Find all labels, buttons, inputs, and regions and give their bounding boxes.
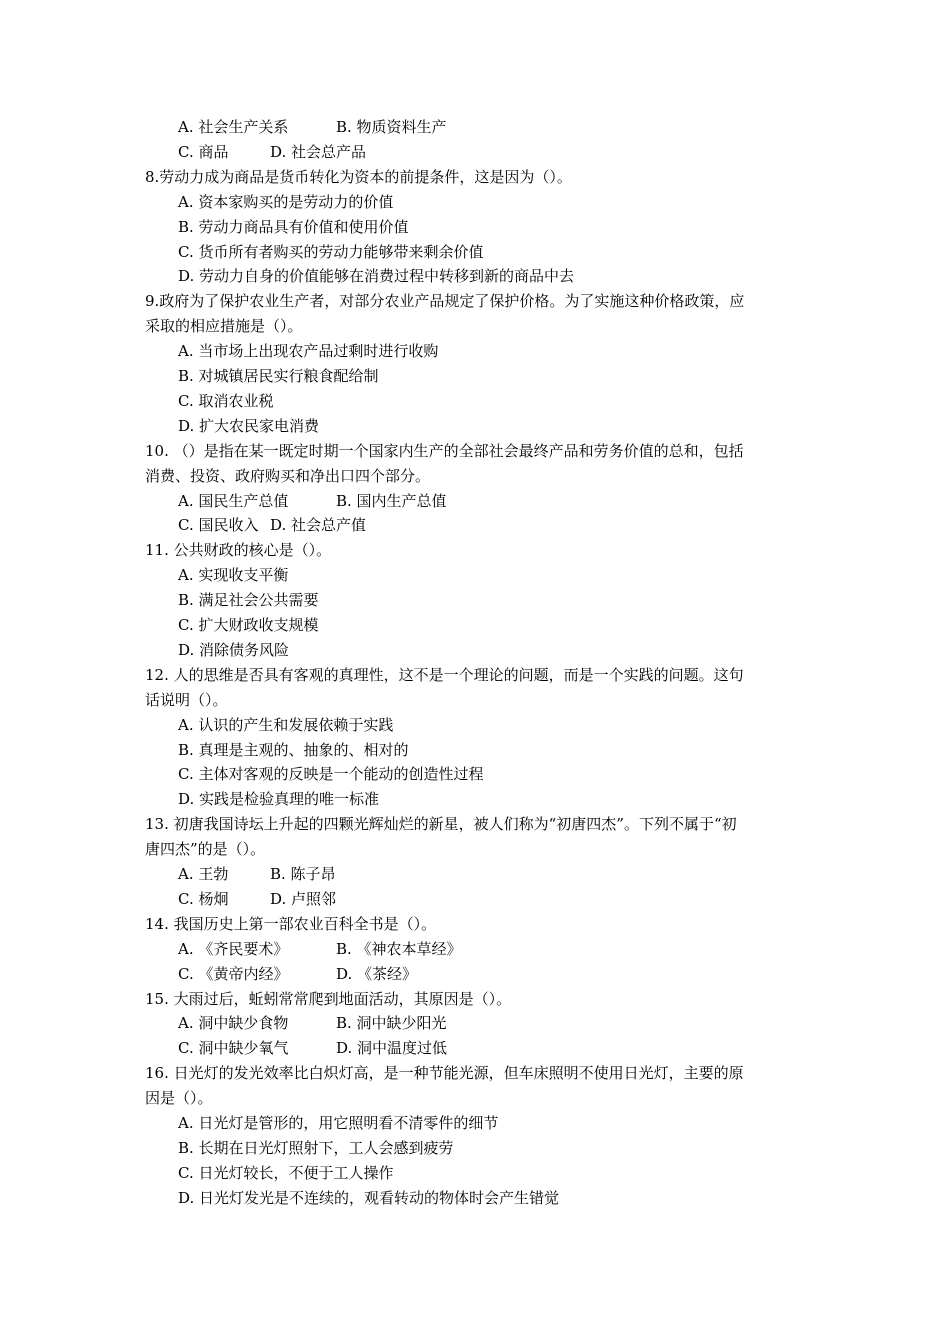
question-text: 16. 日光灯的发光效率比白炽灯高，是一种节能光源，但车床照明不使用日光灯，主要的原 xyxy=(145,1064,744,1082)
option-text: A. 实现收支平衡 xyxy=(178,566,289,584)
option-row xyxy=(178,1036,447,1061)
option-text: D. 扩大农民家电消费 xyxy=(178,417,320,435)
option-text: D. 劳动力自身的价值能够在消费过程中转移到新的商品中去 xyxy=(178,267,575,285)
question-text: 采取的相应措施是（）。 xyxy=(145,317,303,335)
option-text: C. 《黄帝内经》 xyxy=(178,965,289,983)
option-text: C. 货币所有者购买的劳动力能够带来剩余价值 xyxy=(178,243,484,261)
option-text: D. 消除债务风险 xyxy=(178,641,290,659)
option-text: A. 日光灯是管形的，用它照明看不清零件的细节 xyxy=(178,1114,499,1132)
question-text: 9.政府为了保护农业生产者，对部分农业产品规定了保护价格。为了实施这种价格政策，应 xyxy=(145,292,745,310)
option-row xyxy=(178,862,336,887)
option-row xyxy=(178,115,447,140)
option-text: A. 社会生产关系 xyxy=(178,118,289,136)
option-text: C. 国民收入 xyxy=(178,516,259,534)
option-text: D. 洞中温度过低 xyxy=(336,1039,448,1057)
question-text: 唐四杰”的是（）。 xyxy=(145,840,266,858)
option-text: B. 陈子昂 xyxy=(270,865,336,883)
option-text: C. 商品 xyxy=(178,143,229,161)
question-text: 14. 我国历史上第一部农业百科全书是（）。 xyxy=(145,915,437,933)
option-text: C. 取消农业税 xyxy=(178,392,274,410)
option-row xyxy=(178,937,462,962)
option-text: B. 长期在日光灯照射下，工人会感到疲劳 xyxy=(178,1139,454,1157)
option-text: B. 《神农本草经》 xyxy=(336,940,462,958)
question-text: 10. （）是指在某一既定时期一个国家内生产的全部社会最终产品和劳务价值的总和，包括 xyxy=(145,442,744,460)
option-text: B. 洞中缺少阳光 xyxy=(336,1014,447,1032)
option-text: C. 主体对客观的反映是一个能动的创造性过程 xyxy=(178,765,484,783)
option-text: A. 国民生产总值 xyxy=(178,492,289,510)
option-row xyxy=(178,962,417,987)
option-row xyxy=(178,1011,447,1036)
question-text: 13. 初唐我国诗坛上升起的四颗光辉灿烂的新星，被人们称为“初唐四杰”。下列不属于“初 xyxy=(145,815,737,833)
question-text: 12. 人的思维是否具有客观的真理性，这不是一个理论的问题，而是一个实践的问题。这句 xyxy=(145,666,744,684)
option-text: A. 王勃 xyxy=(178,865,229,883)
option-text: A. 认识的产生和发展依赖于实践 xyxy=(178,716,394,734)
option-text: D. 日光灯发光是不连续的，观看转动的物体时会产生错觉 xyxy=(178,1189,560,1207)
option-text: D. 社会总产值 xyxy=(270,516,367,534)
option-text: C. 日光灯较长，不便于工人操作 xyxy=(178,1164,394,1182)
option-text: A. 当市场上出现农产品过剩时进行收购 xyxy=(178,342,439,360)
option-text: B. 国内生产总值 xyxy=(336,492,447,510)
question-text: 话说明（）。 xyxy=(145,691,228,709)
option-row xyxy=(178,887,336,912)
question-text: 11. 公共财政的核心是（）。 xyxy=(145,541,332,559)
option-text: C. 扩大财政收支规模 xyxy=(178,616,319,634)
option-row xyxy=(178,140,366,165)
option-text: A. 《齐民要术》 xyxy=(178,940,289,958)
option-text: B. 物质资料生产 xyxy=(336,118,447,136)
question-text: 15. 大雨过后，蚯蚓常常爬到地面活动，其原因是（）。 xyxy=(145,990,512,1008)
option-text: D. 卢照邻 xyxy=(270,890,337,908)
option-text: A. 资本家购买的是劳动力的价值 xyxy=(178,193,394,211)
option-row xyxy=(178,489,447,514)
option-text: C. 洞中缺少氧气 xyxy=(178,1039,289,1057)
question-text: 8.劳动力成为商品是货币转化为资本的前提条件，这是因为（）。 xyxy=(145,168,572,186)
question-text: 消费、投资、政府购买和净出口四个部分。 xyxy=(145,467,431,485)
question-text: 因是（）。 xyxy=(145,1089,213,1107)
option-row xyxy=(178,513,366,538)
option-text: A. 洞中缺少食物 xyxy=(178,1014,289,1032)
option-text: B. 劳动力商品具有价值和使用价值 xyxy=(178,218,409,236)
option-text: B. 满足社会公共需要 xyxy=(178,591,319,609)
option-text: B. 对城镇居民实行粮食配给制 xyxy=(178,367,379,385)
option-text: D. 《茶经》 xyxy=(336,965,418,983)
option-text: B. 真理是主观的、抽象的、相对的 xyxy=(178,741,409,759)
option-text: D. 社会总产品 xyxy=(270,143,367,161)
option-text: D. 实践是检验真理的唯一标准 xyxy=(178,790,380,808)
option-text: C. 杨炯 xyxy=(178,890,229,908)
